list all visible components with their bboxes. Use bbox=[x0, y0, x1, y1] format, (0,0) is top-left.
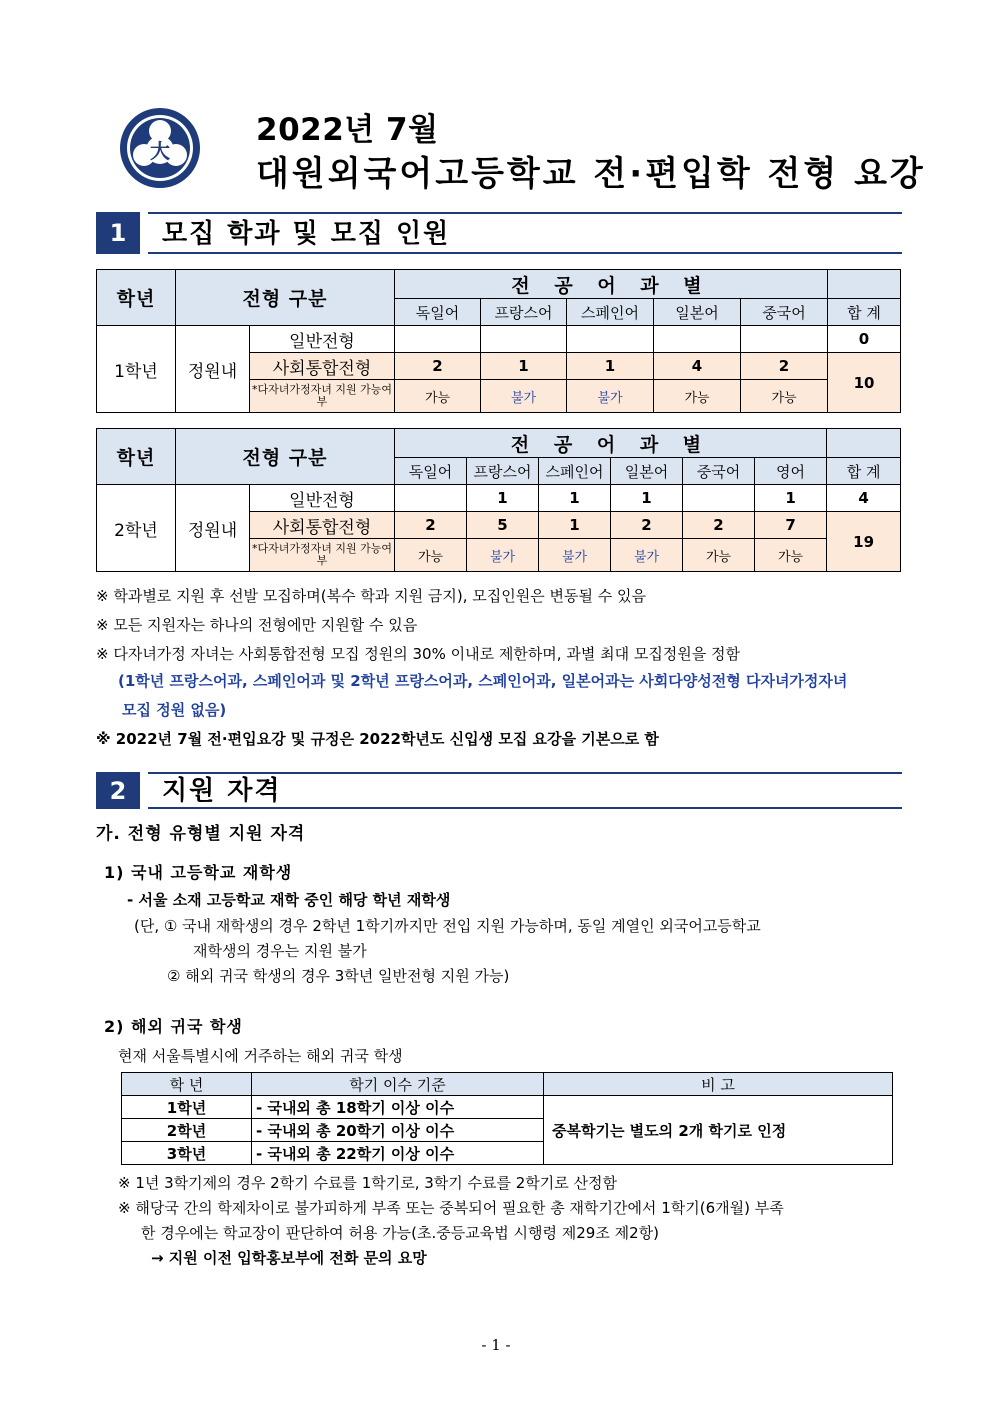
recruit-table-grade2 bbox=[96, 428, 901, 572]
semester-table bbox=[121, 1072, 893, 1165]
total-cell: 19 bbox=[827, 512, 901, 572]
blank-cell bbox=[827, 429, 901, 458]
eligibility-cell: 불가 bbox=[567, 380, 654, 413]
note-bold: ※ 2022년 7월 전·편입요강 및 규정은 2022학년도 신입생 모집 요강을 기본으로 함 bbox=[96, 730, 659, 748]
arrow-note: → 지원 이전 입학홍보부에 전화 문의 요망 bbox=[151, 1249, 427, 1267]
note-line: ※ 해당국 간의 학제차이로 불가피하게 부족 또는 중복되어 필요한 총 재학기간에서 1학기(6개월) 부족 bbox=[118, 1199, 784, 1217]
item-bullet: - 서울 소재 고등학교 재학 중인 해당 학년 재학생 bbox=[127, 891, 451, 909]
criteria-cell: - 국내외 총 20학기 이상 이수 bbox=[252, 1119, 544, 1142]
value-cell: 5 bbox=[467, 512, 539, 539]
value-cell: 1 bbox=[567, 353, 654, 380]
value-cell: 7 bbox=[755, 512, 827, 539]
lang-header: 중국어 bbox=[741, 299, 828, 326]
note-line: ※ 모든 지원자는 하나의 전형에만 지원할 수 있음 bbox=[96, 616, 418, 634]
quota-cell: 정원내 bbox=[176, 326, 250, 413]
page-title: 대원외국어고등학교 전·편입학 전형 요강 bbox=[256, 154, 926, 194]
grade-cell: 1학년 bbox=[97, 326, 176, 413]
value-cell: 4 bbox=[654, 353, 741, 380]
eligibility-cell: 불가 bbox=[539, 539, 611, 572]
value-cell bbox=[654, 326, 741, 353]
note-line: ※ 1년 3학기제의 경우 2학기 수료를 1학기로, 3학기 수료를 2학기로 산정함 bbox=[118, 1174, 618, 1192]
major-header: 전 공 어 과 별 bbox=[395, 270, 828, 299]
recruit-table-grade1 bbox=[96, 269, 901, 413]
value-cell: 2 bbox=[611, 512, 683, 539]
eligibility-cell: 가능 bbox=[395, 539, 467, 572]
value-cell: 2 bbox=[395, 512, 467, 539]
grade-cell: 3학년 bbox=[122, 1142, 252, 1165]
item-detail: 재학생의 경우는 지원 불가 bbox=[193, 942, 367, 960]
row-label: 일반전형 bbox=[250, 326, 395, 353]
value-cell bbox=[395, 326, 481, 353]
value-cell bbox=[567, 326, 654, 353]
note-line: 한 경우에는 학교장이 판단하여 허용 가능(초.중등교육법 시행령 제29조 제2항) bbox=[141, 1224, 659, 1242]
table-header: 비 고 bbox=[544, 1073, 893, 1096]
section-number: 1 bbox=[96, 212, 140, 254]
value-cell: 1 bbox=[611, 485, 683, 512]
item-title: 2) 해외 귀국 학생 bbox=[104, 1017, 243, 1036]
criteria-cell: - 국내외 총 22학기 이상 이수 bbox=[252, 1142, 544, 1165]
page-number: - 1 - bbox=[481, 1336, 511, 1354]
section-title: 지원 자격 bbox=[162, 776, 282, 806]
criteria-cell: - 국내외 총 18학기 이상 이수 bbox=[252, 1096, 544, 1119]
value-cell: 1 bbox=[755, 485, 827, 512]
total-header: 합 계 bbox=[827, 458, 901, 485]
grade-cell: 1학년 bbox=[122, 1096, 252, 1119]
eligibility-cell: 불가 bbox=[481, 380, 567, 413]
type-header: 전형 구분 bbox=[176, 429, 395, 485]
lang-header: 스페인어 bbox=[539, 458, 611, 485]
value-cell: 2 bbox=[395, 353, 481, 380]
value-cell: 1 bbox=[539, 512, 611, 539]
row-label: *다자녀가정자녀 지원 가능여부 bbox=[250, 380, 395, 413]
lang-header: 스페인어 bbox=[567, 299, 654, 326]
item-detail: (단, ① 국내 재학생의 경우 2학년 1학기까지만 전입 지원 가능하며, 동일 계열인 외국어고등학교 bbox=[134, 917, 761, 935]
value-cell: 2 bbox=[741, 353, 828, 380]
value-cell bbox=[683, 485, 755, 512]
note-line: ※ 다자녀가정 자녀는 사회통합전형 모집 정원의 30% 이내로 제한하며, 과별 최대 모집정원을 정함 bbox=[96, 645, 741, 663]
lang-header: 중국어 bbox=[683, 458, 755, 485]
grade-cell: 2학년 bbox=[122, 1119, 252, 1142]
lang-header: 독일어 bbox=[395, 299, 481, 326]
quota-cell: 정원내 bbox=[176, 485, 250, 572]
row-label: 일반전형 bbox=[250, 485, 395, 512]
grade-header: 학년 bbox=[97, 270, 176, 326]
eligibility-cell: 불가 bbox=[611, 539, 683, 572]
total-cell: 4 bbox=[827, 485, 901, 512]
eligibility-cell: 가능 bbox=[741, 380, 828, 413]
total-cell: 10 bbox=[828, 353, 901, 413]
lang-header: 일본어 bbox=[611, 458, 683, 485]
note-blue: 모집 정원 없음) bbox=[122, 701, 227, 719]
svg-text:大: 大 bbox=[150, 139, 170, 163]
total-header: 합 계 bbox=[828, 299, 901, 326]
school-logo bbox=[119, 107, 201, 189]
section1-heading bbox=[96, 212, 902, 254]
lang-header: 일본어 bbox=[654, 299, 741, 326]
value-cell: 1 bbox=[539, 485, 611, 512]
title-date: 2022년 7월 bbox=[256, 112, 439, 148]
value-cell bbox=[741, 326, 828, 353]
value-cell: 2 bbox=[683, 512, 755, 539]
item-desc: 현재 서울특별시에 거주하는 해외 귀국 학생 bbox=[118, 1047, 403, 1065]
table-header: 학 년 bbox=[122, 1073, 252, 1096]
lang-header: 프랑스어 bbox=[481, 299, 567, 326]
row-label: 사회통합전형 bbox=[250, 353, 395, 380]
total-cell: 0 bbox=[828, 326, 901, 353]
value-cell: 1 bbox=[481, 353, 567, 380]
type-header: 전형 구분 bbox=[176, 270, 395, 326]
grade-cell: 2학년 bbox=[97, 485, 176, 572]
item-detail: ② 해외 귀국 학생의 경우 3학년 일반전형 지원 가능) bbox=[167, 967, 510, 985]
subheading: 가. 전형 유형별 지원 자격 bbox=[96, 824, 306, 844]
eligibility-cell: 가능 bbox=[654, 380, 741, 413]
row-label: 사회통합전형 bbox=[250, 512, 395, 539]
lang-header: 프랑스어 bbox=[467, 458, 539, 485]
note-line: ※ 학과별로 지원 후 선발 모집하며(복수 학과 지원 금지), 모집인원은 변동될 수 있음 bbox=[96, 587, 646, 605]
eligibility-cell: 불가 bbox=[467, 539, 539, 572]
grade-header: 학년 bbox=[97, 429, 176, 485]
major-header: 전 공 어 과 별 bbox=[395, 429, 827, 458]
table-header: 학기 이수 기준 bbox=[252, 1073, 544, 1096]
section-number: 2 bbox=[96, 772, 140, 809]
blank-cell bbox=[828, 270, 901, 299]
remark-cell: 중복학기는 별도의 2개 학기로 인정 bbox=[544, 1096, 893, 1165]
eligibility-cell: 가능 bbox=[755, 539, 827, 572]
eligibility-cell: 가능 bbox=[395, 380, 481, 413]
value-cell bbox=[481, 326, 567, 353]
value-cell: 1 bbox=[467, 485, 539, 512]
item-title: 1) 국내 고등학교 재학생 bbox=[104, 863, 293, 882]
section-title: 모집 학과 및 모집 인원 bbox=[162, 219, 451, 249]
note-blue: (1학년 프랑스어과, 스페인어과 및 2학년 프랑스어과, 스페인어과, 일본어과는 사회다양성전형 다자녀가정자녀 bbox=[118, 672, 848, 690]
section2-heading bbox=[96, 772, 902, 809]
lang-header: 독일어 bbox=[395, 458, 467, 485]
lang-header: 영어 bbox=[755, 458, 827, 485]
eligibility-cell: 가능 bbox=[683, 539, 755, 572]
row-label: *다자녀가정자녀 지원 가능여부 bbox=[250, 539, 395, 572]
value-cell bbox=[395, 485, 467, 512]
